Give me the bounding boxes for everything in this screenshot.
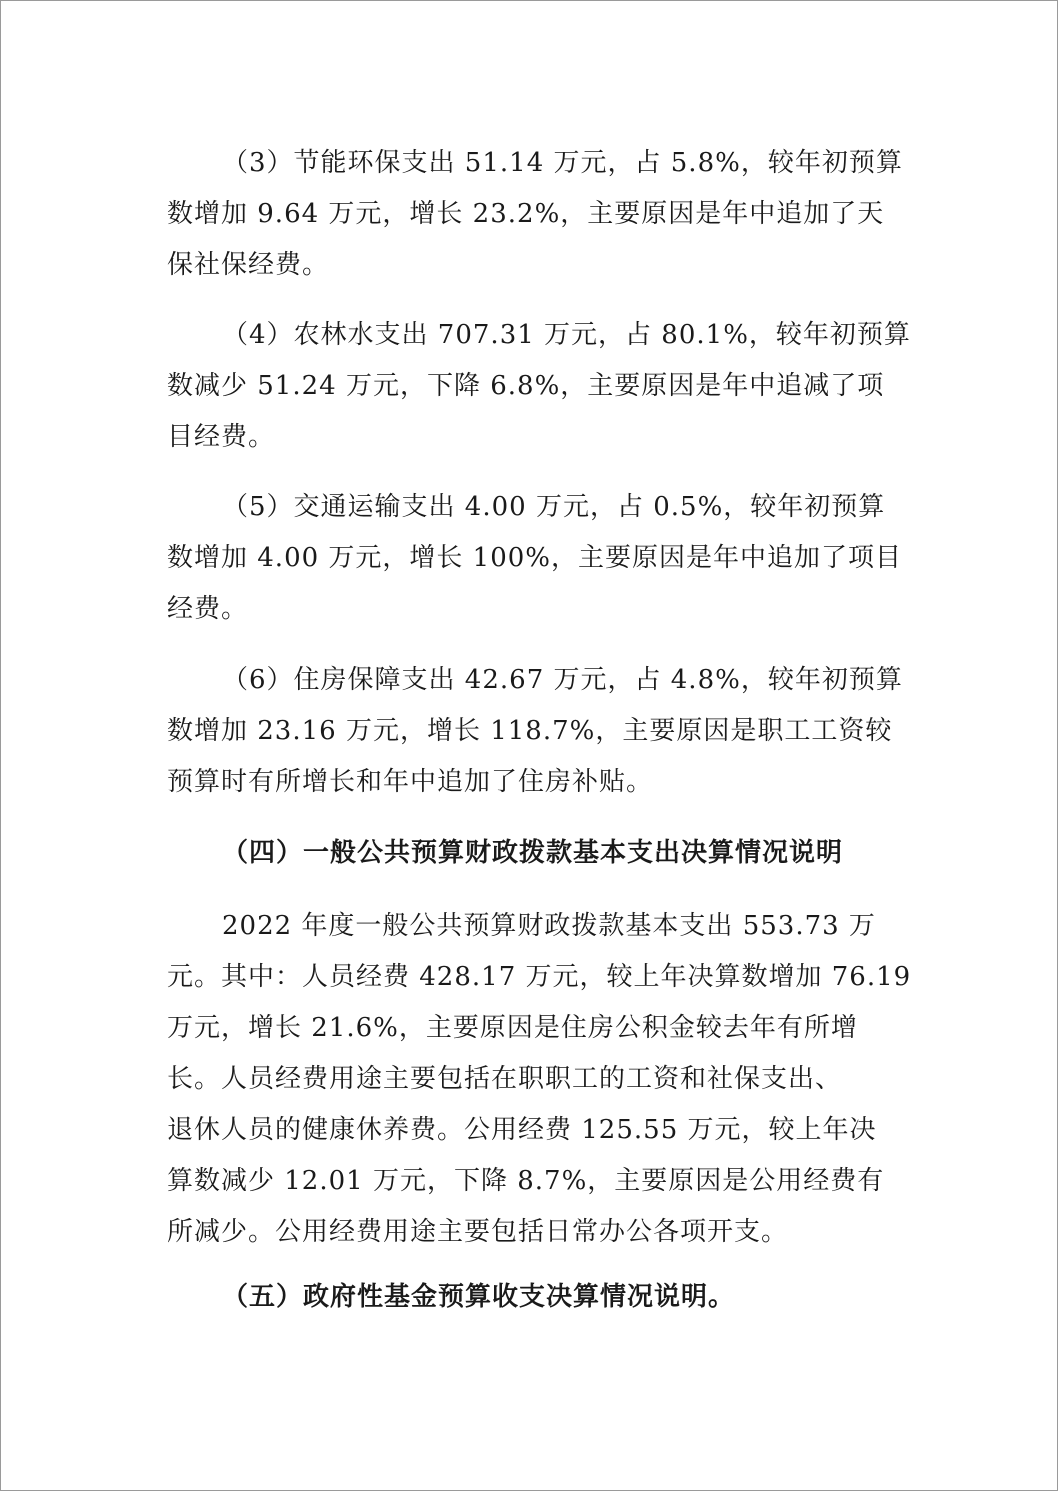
paragraph-line: 算数减少 12.01 万元，下降 8.7%，主要原因是公用经费有 (167, 1166, 885, 1196)
paragraph-line: 目经费。 (167, 422, 276, 452)
paragraph-transportation (167, 482, 903, 635)
paragraph-line: （5）交通运输支出 4.00 万元，占 0.5%，较年初预算 (222, 492, 886, 522)
section-heading-4: （四）一般公共预算财政拨款基本支出决算情况说明 (222, 838, 844, 868)
paragraph-line: 经费。 (167, 594, 249, 624)
paragraph-line: 预算时有所增长和年中追加了住房补贴。 (167, 767, 654, 797)
paragraph-line: 数减少 51.24 万元，下降 6.8%，主要原因是年中追减了项 (167, 371, 885, 401)
paragraph-line: （6）住房保障支出 42.67 万元，占 4.8%，较年初预算 (222, 665, 903, 695)
paragraph-housing-security (167, 655, 903, 808)
paragraph-line: 2022 年度一般公共预算财政拨款基本支出 553.73 万 (222, 911, 876, 941)
paragraph-line: 数增加 9.64 万元，增长 23.2%，主要原因是年中追加了天 (167, 199, 885, 229)
paragraph-energy-environment (167, 138, 903, 291)
paragraph-line: （4）农林水支出 707.31 万元，占 80.1%，较年初预算 (222, 320, 911, 350)
paragraph-line: 退休人员的健康休养费。公用经费 125.55 万元，较上年决 (167, 1115, 877, 1145)
paragraph-line: 保社保经费。 (167, 250, 330, 280)
paragraph-basic-expenditure (167, 901, 912, 1258)
paragraph-line: （3）节能环保支出 51.14 万元，占 5.8%，较年初预算 (222, 148, 903, 178)
paragraph-line: 所减少。公用经费用途主要包括日常办公各项开支。 (167, 1217, 789, 1247)
paragraph-line: 万元，增长 21.6%，主要原因是住房公积金较去年有所增 (167, 1013, 858, 1043)
paragraph-line: 数增加 23.16 万元，增长 118.7%，主要原因是职工工资较 (167, 716, 893, 746)
paragraph-agriculture-forestry-water (167, 310, 911, 463)
paragraph-line: 长。人员经费用途主要包括在职职工的工资和社保支出、 (167, 1064, 843, 1094)
paragraph-line: 元。其中：人员经费 428.17 万元，较上年决算数增加 76.19 (167, 962, 912, 992)
paragraph-line: 数增加 4.00 万元，增长 100%，主要原因是年中追加了项目 (167, 543, 903, 573)
section-heading-5: （五）政府性基金预算收支决算情况说明。 (222, 1282, 736, 1312)
